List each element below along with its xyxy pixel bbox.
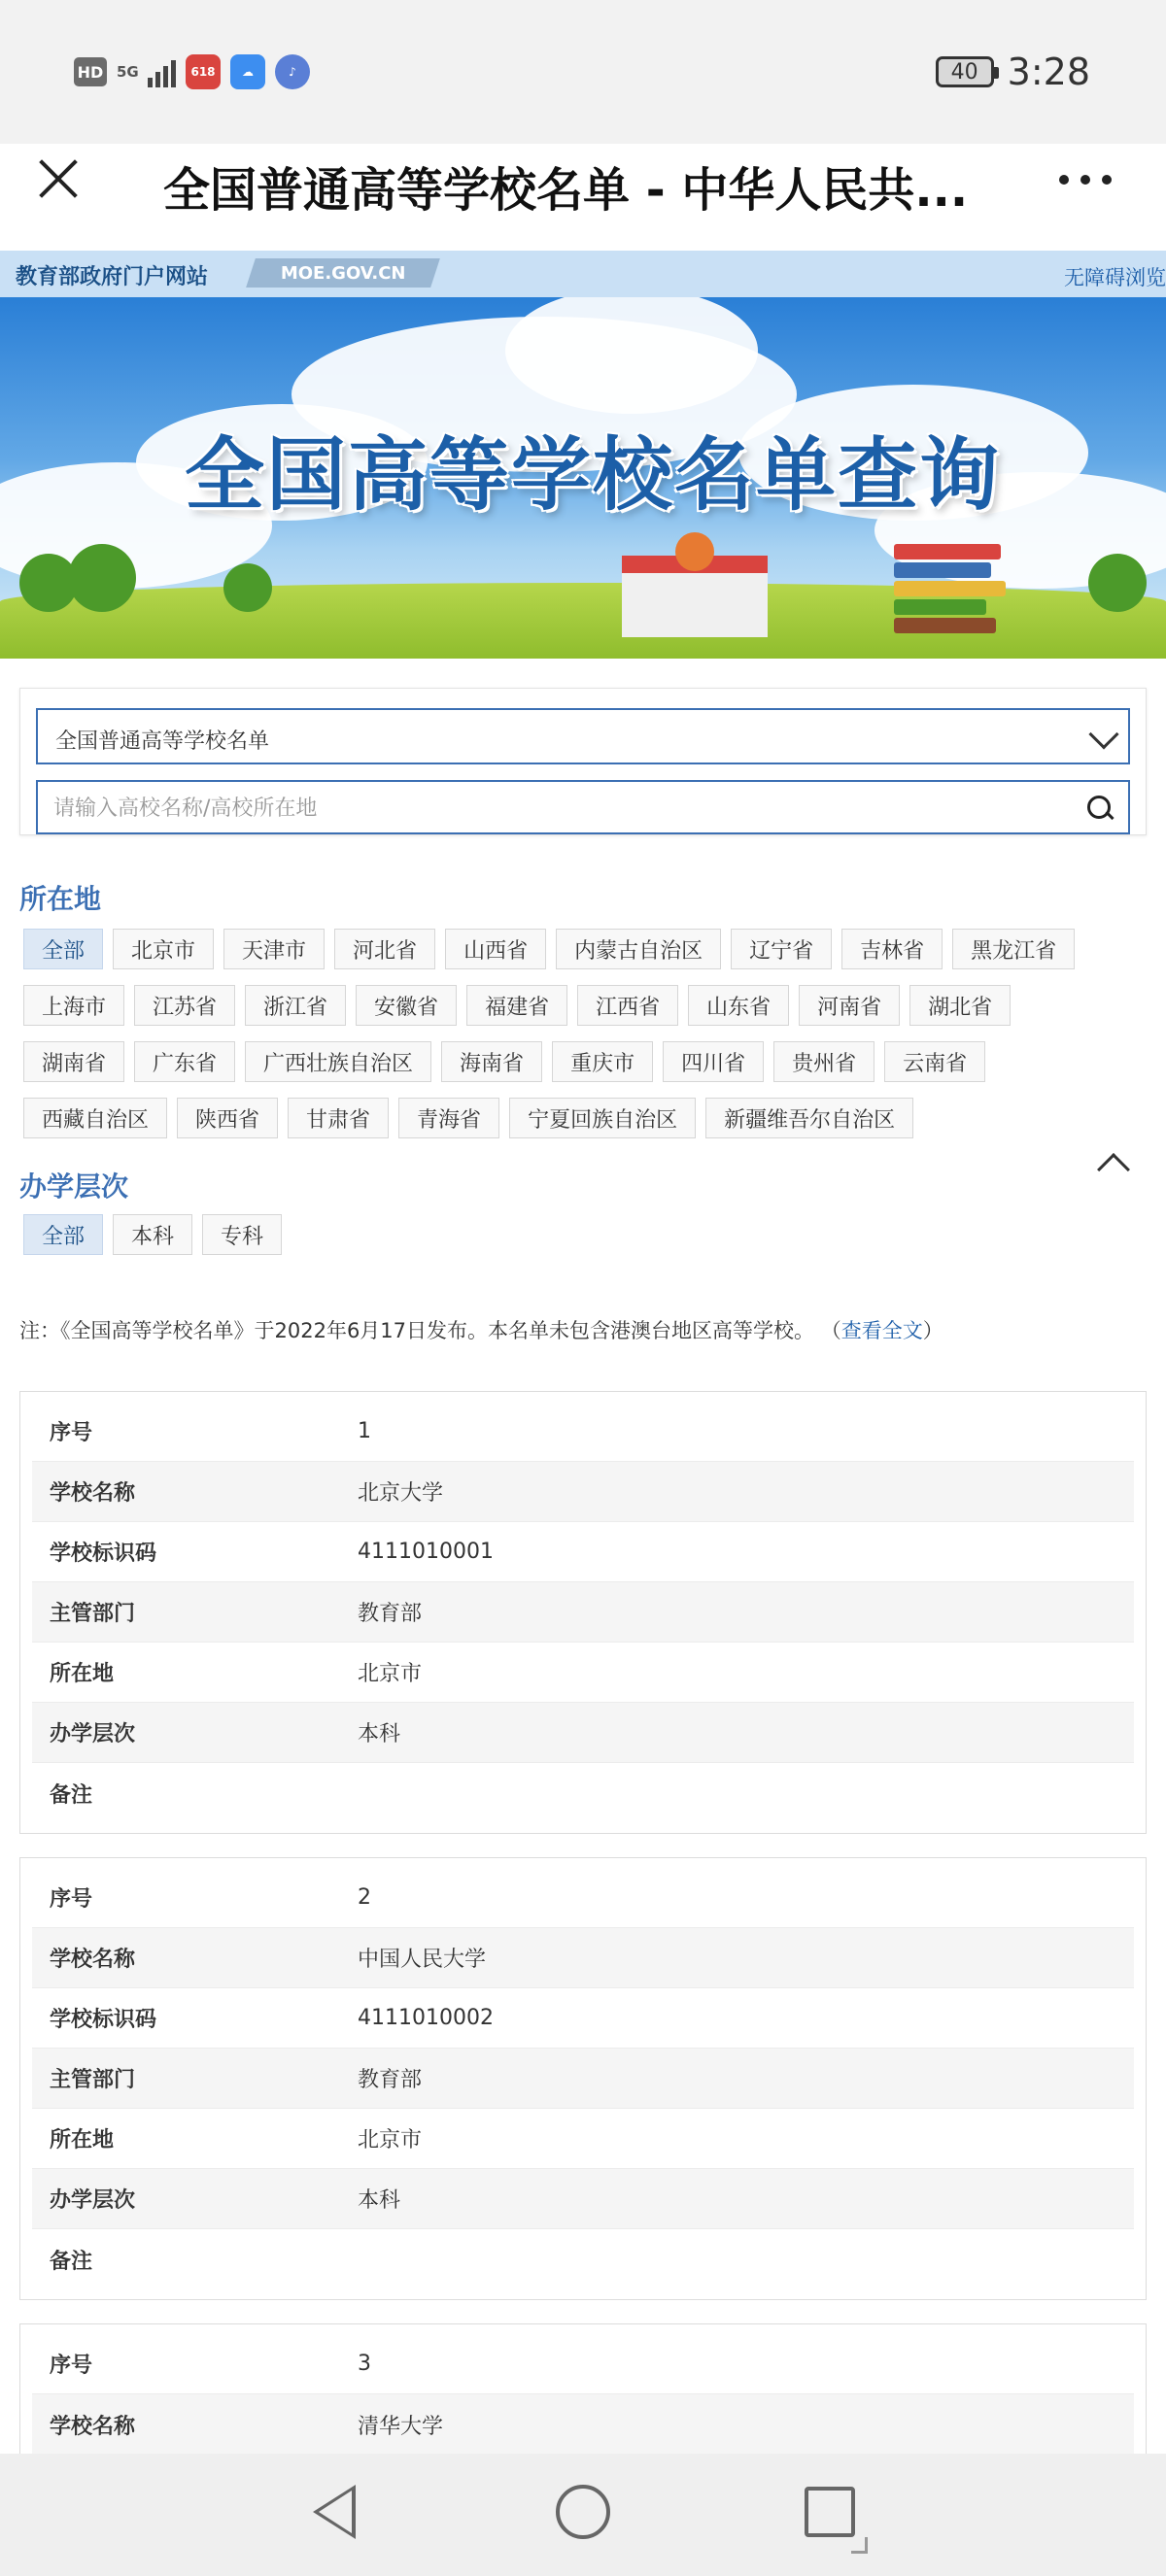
- search-icon[interactable]: [1087, 796, 1113, 821]
- nav-back-icon[interactable]: [313, 2485, 356, 2539]
- close-icon[interactable]: [31, 152, 86, 206]
- location-tag[interactable]: 河北省: [334, 929, 435, 969]
- record-field-label: 主管部门: [50, 1602, 136, 1626]
- app-badge: 618: [190, 65, 216, 79]
- music-icon: ♪: [275, 54, 310, 89]
- school-record-card: [19, 1857, 1147, 2300]
- record-field-label: 学校名称: [50, 1481, 136, 1506]
- location-tag[interactable]: 天津市: [223, 929, 325, 969]
- location-tag[interactable]: 江苏省: [134, 985, 235, 1026]
- record-field-value: 北京市: [358, 1662, 423, 1686]
- location-tag[interactable]: 上海市: [23, 985, 124, 1026]
- location-tag[interactable]: 海南省: [441, 1041, 542, 1082]
- location-filter-title: 所在地: [19, 883, 102, 915]
- record-field-value: 教育部: [358, 1602, 423, 1626]
- record-field-label: 备注: [50, 1782, 93, 1808]
- banner: [0, 297, 1166, 659]
- record-field-value: 教育部: [358, 2068, 423, 2092]
- record-field-value: 清华大学: [358, 2414, 444, 2439]
- location-tag[interactable]: 北京市: [113, 929, 214, 969]
- location-tag[interactable]: 福建省: [466, 985, 567, 1026]
- record-field-label: 学校名称: [50, 2414, 136, 2439]
- record-field-label: 学校标识码: [50, 2008, 157, 2032]
- record-field-value: 4111010002: [358, 2006, 494, 2030]
- record-field-value: 中国人民大学: [358, 1948, 487, 1972]
- location-tag[interactable]: 贵州省: [773, 1041, 874, 1082]
- note-bracket-open: （: [820, 1319, 841, 1342]
- school-record-card: [19, 2323, 1147, 2465]
- site-name[interactable]: 教育部政府门户网站: [16, 265, 209, 289]
- record-field-label: 所在地: [50, 2128, 115, 2152]
- record-row: [32, 1763, 1134, 1823]
- level-filter-title: 办学层次: [19, 1170, 129, 1203]
- level-tag[interactable]: 专科: [202, 1214, 282, 1255]
- location-tag[interactable]: 新疆维吾尔自治区: [705, 1098, 913, 1138]
- search-field[interactable]: [36, 780, 1130, 834]
- status-bar: [0, 0, 1166, 218]
- location-filter-tags: [23, 929, 1121, 1138]
- network-type: 5G: [117, 63, 139, 81]
- record-field-value: 北京大学: [358, 1481, 444, 1506]
- record-field-value: 4111010001: [358, 1540, 494, 1564]
- chevron-down-icon: [1088, 719, 1118, 749]
- location-tag[interactable]: 西藏自治区: [23, 1098, 167, 1138]
- status-icons-left: [74, 54, 310, 89]
- note-bracket-close: ）: [922, 1319, 943, 1342]
- search-input[interactable]: [53, 792, 1064, 825]
- record-field-value: 本科: [358, 1722, 401, 1746]
- hd-badge: HD: [74, 57, 107, 86]
- record-row: [32, 1703, 1134, 1763]
- record-field-label: 序号: [50, 1421, 93, 1445]
- school-building-illustration: [622, 556, 768, 637]
- record-field-label: 主管部门: [50, 2068, 136, 2092]
- record-field-label: 学校名称: [50, 1948, 136, 1972]
- record-field-value: 北京市: [358, 2128, 423, 2152]
- battery-icon: 40: [936, 56, 994, 87]
- location-tag[interactable]: 山东省: [688, 985, 789, 1026]
- location-tag[interactable]: 内蒙古自治区: [556, 929, 721, 969]
- location-tag[interactable]: 安徽省: [356, 985, 457, 1026]
- record-row: [32, 1643, 1134, 1703]
- record-row: [32, 1928, 1134, 1988]
- list-select-value: 全国普通高等学校名单: [55, 729, 270, 754]
- record-row: [32, 1582, 1134, 1643]
- location-tag[interactable]: 浙江省: [245, 985, 346, 1026]
- location-tag[interactable]: 湖北省: [909, 985, 1011, 1026]
- record-field-label: 办学层次: [50, 2188, 136, 2213]
- level-tag[interactable]: 本科: [113, 1214, 192, 1255]
- location-tag[interactable]: 江西省: [577, 985, 678, 1026]
- banner-title: 全国高等学校名单查询: [185, 429, 1002, 522]
- location-tag[interactable]: 青海省: [398, 1098, 499, 1138]
- level-filter-tags: [23, 1214, 1121, 1255]
- location-tag[interactable]: 宁夏回族自治区: [509, 1098, 696, 1138]
- books-illustration: [894, 544, 1011, 637]
- status-time: 3:28: [1007, 51, 1090, 93]
- site-url-badge: MOE.GOV.CN: [246, 258, 440, 288]
- note: [19, 1315, 943, 1344]
- record-field-value: 本科: [358, 2188, 401, 2213]
- record-field-value: 1: [358, 1419, 371, 1443]
- record-row: [32, 1462, 1134, 1522]
- search-panel: [19, 688, 1147, 835]
- shopping-app-icon: [186, 54, 221, 89]
- site-strip: [0, 251, 1166, 297]
- location-tag[interactable]: 黑龙江省: [952, 929, 1075, 969]
- signal-icon: [148, 56, 176, 87]
- record-row: [32, 1522, 1134, 1582]
- location-tag[interactable]: 吉林省: [841, 929, 943, 969]
- location-tag[interactable]: 重庆市: [552, 1041, 653, 1082]
- page-title: 全国普通高等学校名单 - 中华人民共...: [163, 163, 969, 218]
- record-field-label: 序号: [50, 1887, 93, 1912]
- nav-recent-icon[interactable]: [805, 2487, 855, 2537]
- nav-home-icon[interactable]: [556, 2485, 610, 2539]
- navigation-bar: [0, 2454, 1166, 2576]
- location-tag[interactable]: 广西壮族自治区: [245, 1041, 431, 1082]
- location-tag[interactable]: 辽宁省: [731, 929, 832, 969]
- school-record-card: [19, 1391, 1147, 1834]
- record-row: [32, 2169, 1134, 2229]
- record-field-label: 学校标识码: [50, 1542, 157, 1566]
- location-tag[interactable]: 全部: [23, 929, 103, 969]
- cloud-icon: ☁: [230, 54, 265, 89]
- record-row: [32, 2394, 1134, 2455]
- location-tag[interactable]: 陕西省: [177, 1098, 278, 1138]
- record-row: [32, 1402, 1134, 1462]
- record-row: [32, 1868, 1134, 1928]
- record-row: [32, 2109, 1134, 2169]
- record-field-value: 3: [358, 2352, 371, 2376]
- accessibility-link[interactable]: 无障碍浏览: [1064, 266, 1166, 289]
- view-full-text-link[interactable]: 查看全文: [840, 1319, 923, 1342]
- record-field-label: 备注: [50, 2249, 93, 2274]
- location-tag[interactable]: 湖南省: [23, 1041, 124, 1082]
- location-tag[interactable]: 甘肃省: [288, 1098, 389, 1138]
- more-icon[interactable]: [1059, 175, 1112, 185]
- location-tag[interactable]: 云南省: [884, 1041, 985, 1082]
- location-tag[interactable]: 广东省: [134, 1041, 235, 1082]
- school-records: [19, 1391, 1147, 2489]
- record-row: [32, 2229, 1134, 2289]
- note-text: 注：《全国高等学校名单》于2022年6月17日发布。本名单未包含港澳台地区高等学校。: [19, 1319, 815, 1342]
- level-tag[interactable]: 全部: [23, 1214, 103, 1255]
- chevron-up-icon[interactable]: [1097, 1153, 1130, 1186]
- status-icons-right: [936, 51, 1090, 93]
- record-row: [32, 2049, 1134, 2109]
- record-row: [32, 1988, 1134, 2049]
- location-tag[interactable]: 河南省: [799, 985, 900, 1026]
- record-field-label: 序号: [50, 2354, 93, 2378]
- record-field-value: 2: [358, 1885, 371, 1910]
- record-field-label: 办学层次: [50, 1722, 136, 1746]
- location-tag[interactable]: 四川省: [663, 1041, 764, 1082]
- record-field-label: 所在地: [50, 1662, 115, 1686]
- location-tag[interactable]: 山西省: [445, 929, 546, 969]
- list-select[interactable]: [36, 708, 1130, 764]
- record-row: [32, 2334, 1134, 2394]
